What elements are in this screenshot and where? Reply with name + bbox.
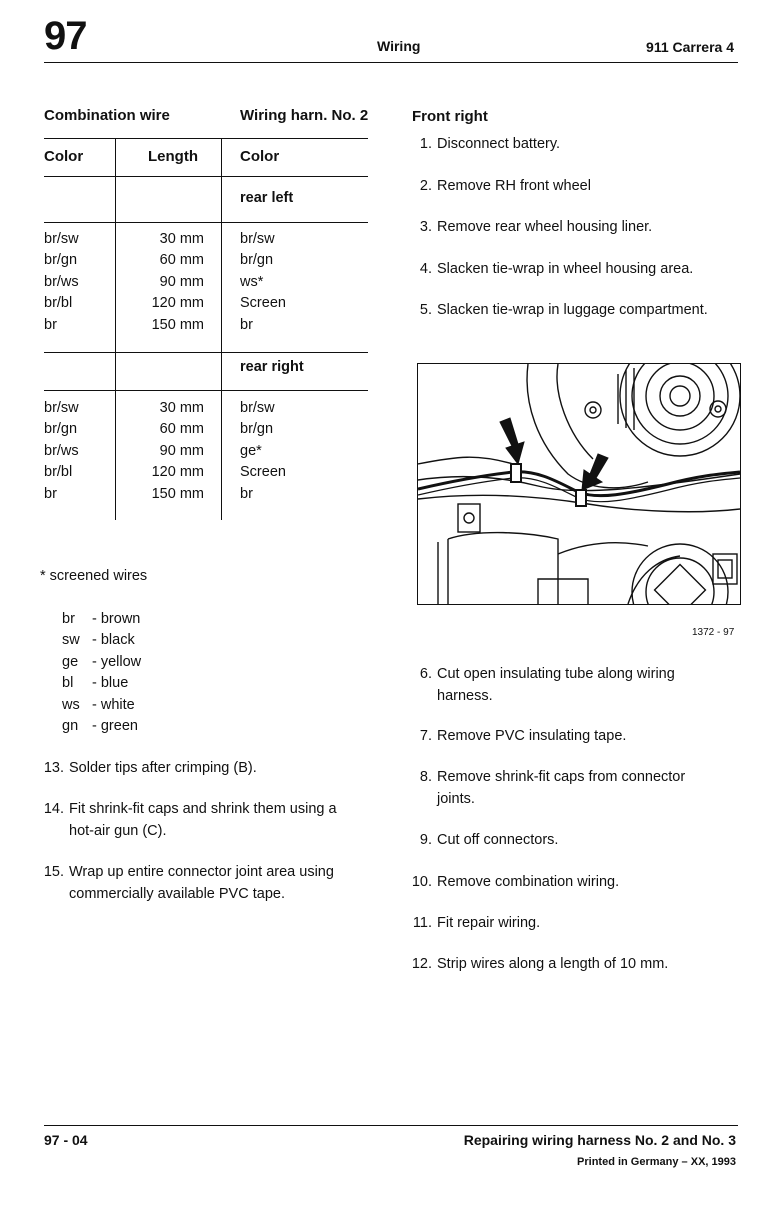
legend-meaning: - black: [92, 632, 135, 648]
group-label-rear-left: rear left: [240, 190, 294, 206]
step-text: Disconnect battery.: [437, 136, 561, 152]
step-text: Strip wires along a length of 10 mm.: [437, 956, 669, 972]
table-cell: br/gn: [240, 252, 274, 268]
section-front-right: Front right: [412, 108, 488, 125]
step-number: 5.: [419, 302, 432, 318]
table-cell: 150 mm: [151, 486, 204, 502]
table-cell: br: [240, 317, 253, 333]
footnote: * screened wires: [40, 568, 148, 584]
table-cell: 60 mm: [159, 252, 204, 268]
legend-meaning: - brown: [92, 611, 141, 627]
step-number: 6.: [419, 666, 432, 682]
table-cell: br/gn: [44, 421, 78, 437]
legend-item: [62, 611, 140, 627]
chapter-number: 97: [44, 14, 87, 58]
figure-number: 1372 - 97: [692, 627, 735, 638]
step-item: [412, 912, 727, 934]
step-number: 9.: [419, 832, 432, 848]
step-item: [419, 216, 737, 238]
step-text: Fit shrink-fit caps and shrink them using a hot-air gun (C).: [69, 801, 337, 839]
step-item: [43, 861, 364, 905]
step-text: Solder tips after crimping (B).: [69, 760, 257, 776]
step-item: [419, 663, 727, 707]
legend-meaning: - green: [92, 718, 138, 734]
step-number: 8.: [419, 769, 432, 785]
table-rule: [44, 138, 368, 139]
step-text: Remove RH front wheel: [437, 178, 591, 194]
legend-code: ge: [62, 654, 79, 670]
table-cell: ws*: [240, 274, 264, 290]
legend-meaning: - white: [92, 697, 135, 713]
step-item: [419, 258, 737, 280]
step-item: [419, 829, 727, 851]
table-divider: [221, 138, 222, 520]
step-number: 14.: [43, 801, 64, 817]
table-cell: 30 mm: [159, 400, 204, 416]
table-cell: br/bl: [44, 295, 73, 311]
step-item: [419, 299, 742, 321]
step-item: [411, 953, 727, 975]
table-cell: br: [44, 317, 57, 333]
step-number: 11.: [412, 915, 432, 931]
table-cell: br/ws: [44, 443, 79, 459]
table-cell: br: [240, 486, 253, 502]
footer-rule: [44, 1125, 738, 1126]
table-header-length: Length: [148, 148, 198, 165]
table-cell: br/sw: [44, 231, 79, 247]
legend-code: gn: [62, 718, 79, 734]
legend-item: [62, 718, 138, 734]
table-rule: [44, 390, 368, 391]
step-number: 4.: [419, 261, 432, 277]
table-cell: br: [44, 486, 57, 502]
table-cell: ge*: [240, 443, 262, 459]
table-cell: br/gn: [44, 252, 78, 268]
legend-code: bl: [62, 675, 74, 691]
step-number: 1.: [419, 136, 432, 152]
table-cell: br/bl: [44, 464, 73, 480]
step-number: 3.: [419, 219, 432, 235]
page-number: 97 - 04: [44, 1132, 88, 1148]
wheel-housing-illustration: [418, 364, 740, 604]
table-cell: 90 mm: [159, 274, 204, 290]
step-item: [419, 175, 737, 197]
legend-code: ws: [62, 697, 80, 713]
step-text: Cut open insulating tube along wiring harness.: [437, 666, 675, 704]
section-title: Wiring: [377, 38, 421, 54]
table-rule: [44, 222, 368, 223]
table-caption-harness: Wiring harn. No. 2: [240, 107, 369, 124]
step-text: Slacken tie-wrap in wheel housing area.: [437, 261, 694, 277]
legend-code: sw: [62, 632, 80, 648]
header-rule: [44, 62, 738, 63]
group-label-rear-right: rear right: [240, 359, 304, 375]
step-item: [419, 133, 737, 155]
step-text: Remove PVC insulating tape.: [437, 728, 627, 744]
step-item: [419, 725, 727, 747]
step-text: Remove combination wiring.: [437, 874, 620, 890]
step-text: Remove rear wheel housing liner.: [437, 219, 653, 235]
step-number: 13.: [43, 760, 64, 776]
step-number: 12.: [411, 956, 432, 972]
table-rule: [44, 176, 368, 177]
legend-item: [62, 697, 135, 713]
table-header-color-2: Color: [240, 148, 280, 165]
legend-code: br: [62, 611, 75, 627]
table-rule: [44, 352, 368, 353]
table-cell: 120 mm: [151, 464, 204, 480]
table-cell: 30 mm: [159, 231, 204, 247]
table-cell: 120 mm: [151, 295, 204, 311]
step-item: [411, 871, 727, 893]
print-info: Printed in Germany – XX, 1993: [577, 1156, 736, 1168]
table-cell: br/sw: [240, 231, 275, 247]
table-cell: br/sw: [240, 400, 275, 416]
table-cell: br/gn: [240, 421, 274, 437]
step-item: [419, 766, 717, 810]
table-cell: 150 mm: [151, 317, 204, 333]
table-cell: 60 mm: [159, 421, 204, 437]
table-caption-combination: Combination wire: [44, 107, 170, 124]
legend-item: [62, 675, 128, 691]
step-number: 2.: [419, 178, 432, 194]
step-text: Remove shrink-fit caps from connector joints.: [437, 769, 686, 807]
step-item: [43, 757, 359, 779]
step-text: Slacken tie-wrap in luggage compartment.: [437, 302, 708, 318]
step-number: 15.: [43, 864, 64, 880]
legend-meaning: - yellow: [92, 654, 142, 670]
table-header-color: Color: [44, 148, 84, 165]
step-text: Fit repair wiring.: [437, 915, 541, 931]
legend-meaning: - blue: [92, 675, 129, 691]
table-cell: Screen: [240, 295, 286, 311]
step-item: [43, 798, 359, 842]
legend-item: [62, 632, 135, 648]
footer-title: Repairing wiring harness No. 2 and No. 3: [463, 1132, 736, 1148]
step-number: 10.: [411, 874, 432, 890]
table-cell: 90 mm: [159, 443, 204, 459]
table-cell: br/sw: [44, 400, 79, 416]
model-name: 911 Carrera 4: [646, 39, 734, 55]
legend-item: [62, 654, 141, 670]
table-cell: Screen: [240, 464, 286, 480]
wheel-housing-figure: [417, 363, 741, 605]
step-number: 7.: [419, 728, 432, 744]
step-text: Wrap up entire connector joint area using commercially available PVC tape.: [69, 864, 334, 902]
step-text: Cut off connectors.: [437, 832, 559, 848]
table-cell: br/ws: [44, 274, 79, 290]
